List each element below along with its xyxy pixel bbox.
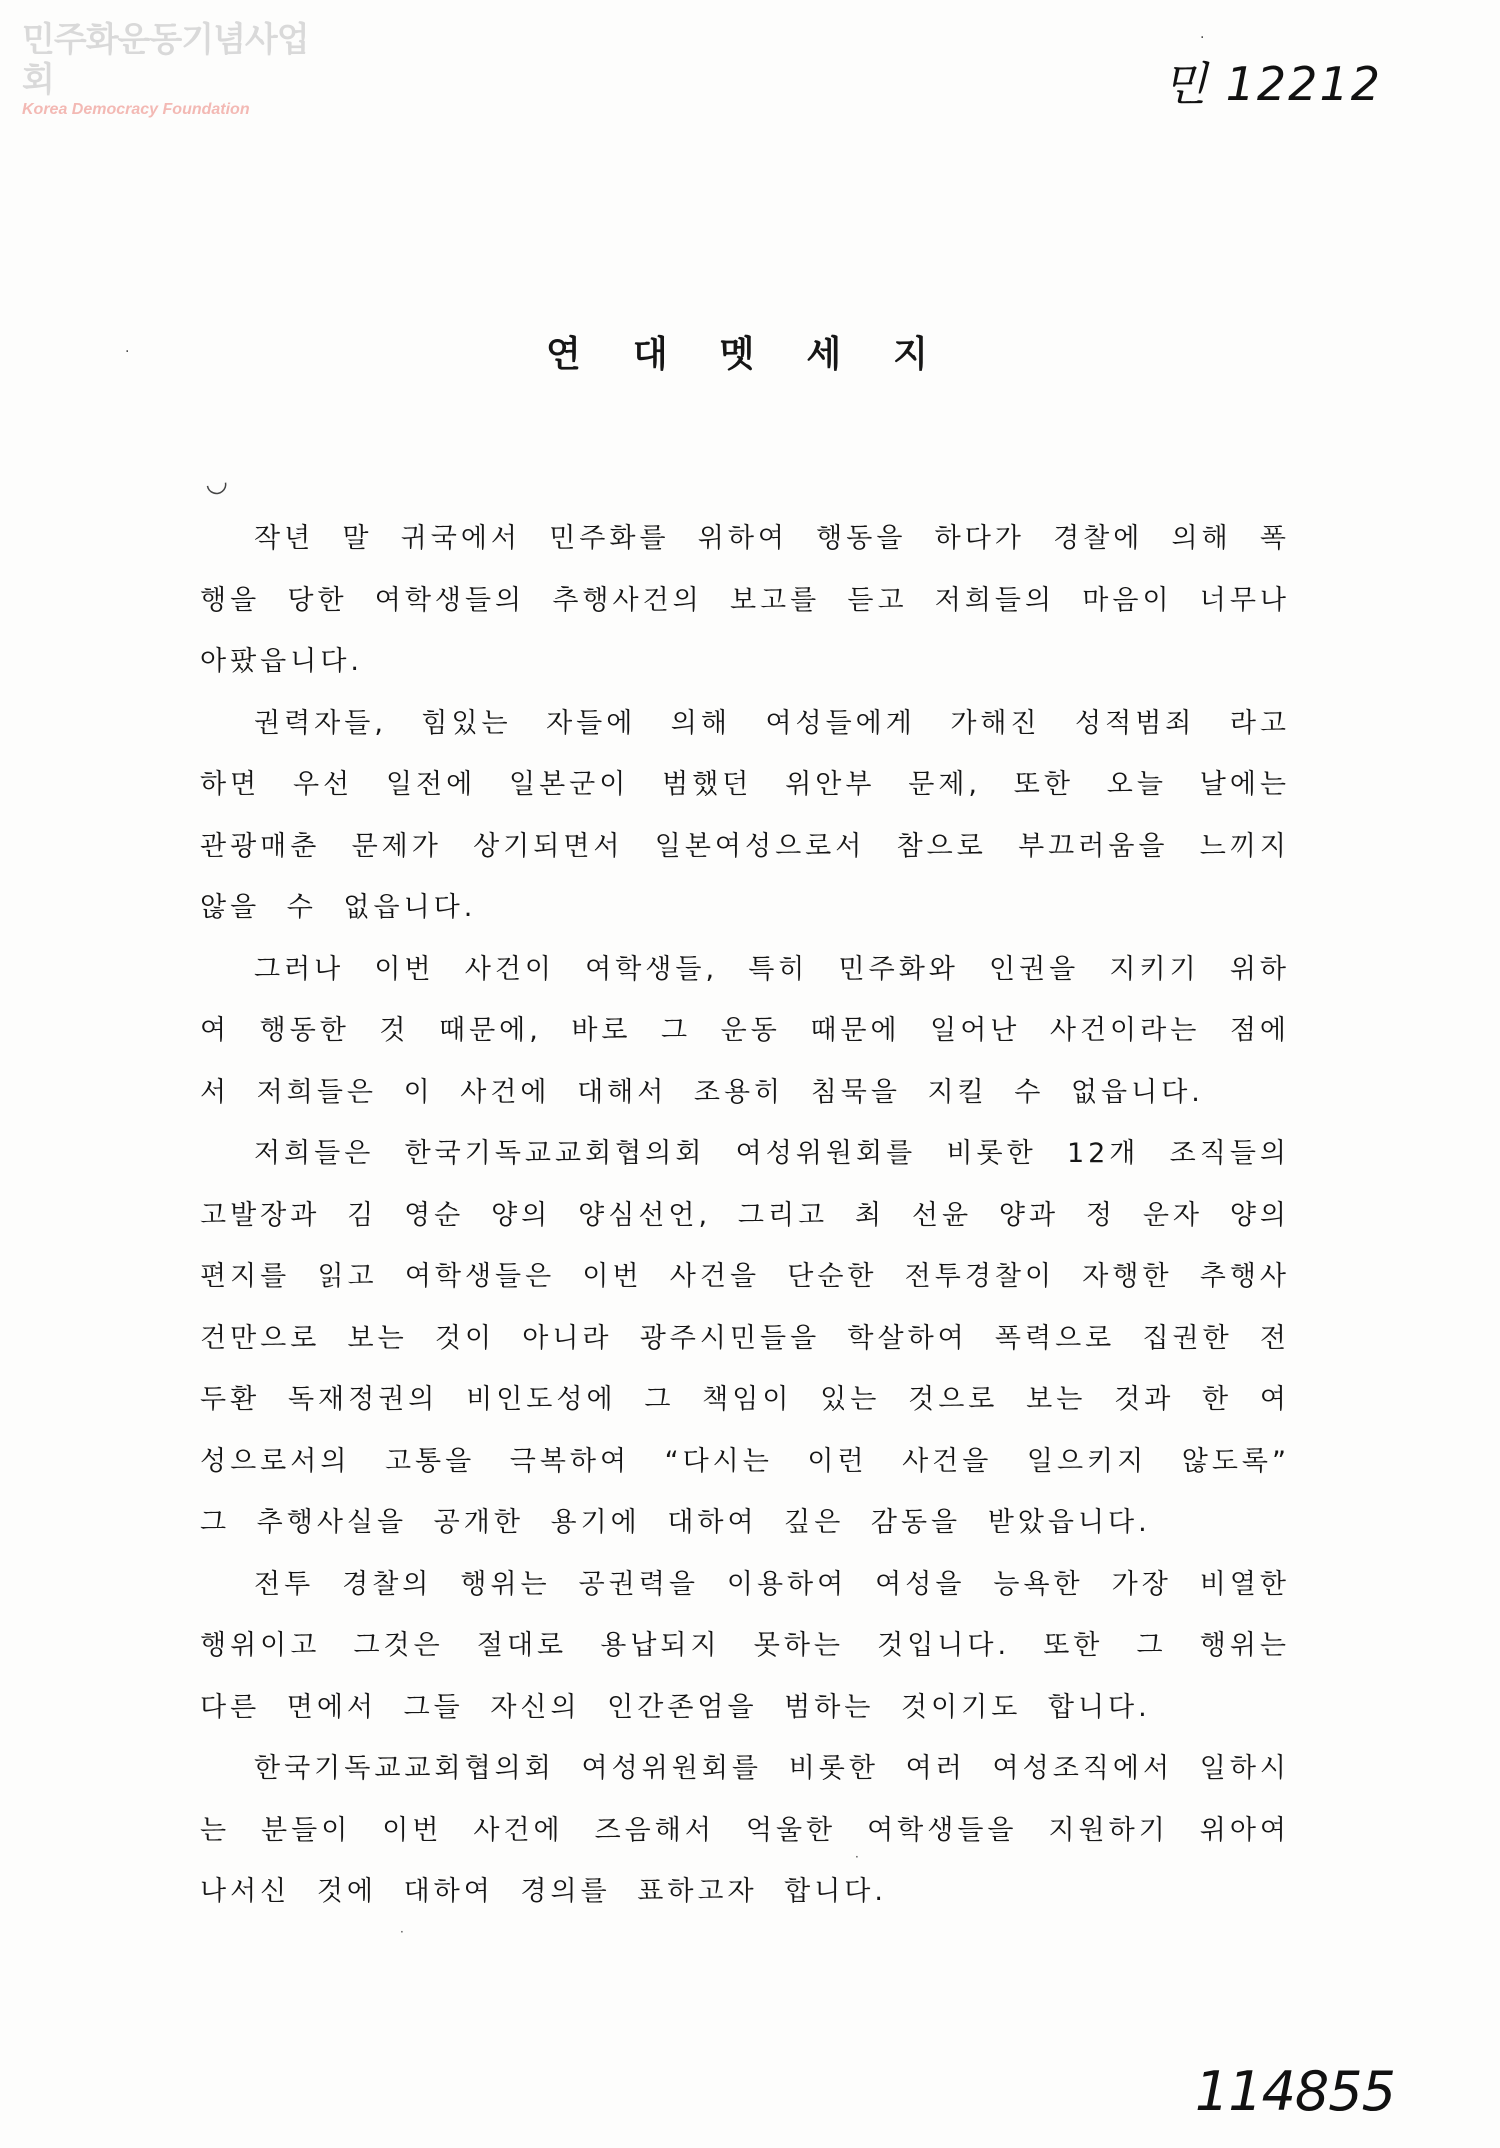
paragraph: 저희들은 한국기독교교회협의회 여성위원회를 비롯한 12개 조직들의 고발장과 김 영순 양의 양심선언, 그리고 최 선윤 양과 정 운자 양의 편지를 읽고 여학생들은 이번 사건을 단순한 전투경찰이 자행한 추행사건만으로 보는 것이 아니라 광주시민들을 학살하여 폭력으로 집권한 전 두환 독재정권의 비인도성에 그 책임이 있는 것으로 보는 것과 한 여성으로서의 고통을 극복하여 “다시는 이런 사건을 일으키지 않도록” 그 추행사실을 공개한 용기에 대하여 깊은 감동을 받았읍니다. bbox=[200, 1138, 1290, 1538]
watermark-korean: 민주화운동기념사업회 bbox=[22, 20, 309, 100]
handwritten-tick-mark: ◡ bbox=[202, 466, 231, 500]
paragraph: 권력자들, 힘있는 자들에 의해 여성들에게 가해진 성적범죄 라고 하면 우선 일전에 일본군이 범했던 위안부 문제, 또한 오늘 날에는 관광매춘 문제가 상기되면서 일본여성으로서 참으로 부끄러움을 느끼지 않을 수 없읍니다. bbox=[200, 707, 1290, 923]
watermark-english: Korea Democracy Foundation bbox=[22, 101, 250, 118]
scan-speck: · bbox=[400, 1925, 404, 1939]
scan-speck: · bbox=[855, 1850, 859, 1864]
paragraph: 전투 경찰의 행위는 공권력을 이용하여 여성을 능욕한 가장 비열한 행위이고 그것은 절대로 용납되지 못하는 것입니다. 또한 그 행위는 다른 면에서 그들 자신의 인간존엄을 범하는 것이기도 합니다. bbox=[200, 1568, 1290, 1723]
scan-speck: · bbox=[1200, 30, 1205, 46]
paragraph: 한국기독교교회협의회 여성위원회를 비롯한 여러 여성조직에서 일하시는 분들이 이번 사건에 즈음해서 억울한 여학생들을 지원하기 위아여 나서신 것에 대하여 경의를 표하고자 합니다. bbox=[200, 1753, 1290, 1907]
handwritten-document-number: 민 12212 bbox=[1162, 57, 1382, 111]
page-title: 연대멧세지 bbox=[546, 334, 980, 375]
handwritten-archive-number: 114855 bbox=[1194, 2060, 1395, 2123]
foundation-watermark bbox=[22, 20, 322, 120]
paragraph: 작년 말 귀국에서 민주화를 위하여 행동을 하다가 경찰에 의해 폭행을 당한 여학생들의 추행사건의 보고를 듣고 저희들의 마음이 너무나 아팠읍니다. bbox=[200, 523, 1290, 677]
paragraph: 그러나 이번 사건이 여학생들, 특히 민주화와 인권을 지키기 위하여 행동한 것 때문에, 바로 그 운동 때문에 일어난 사건이라는 점에서 저희들은 이 사건에 대해서 조용히 침묵을 지킬 수 없읍니다. bbox=[200, 953, 1290, 1108]
scan-speck: · bbox=[125, 344, 130, 360]
letter-body bbox=[200, 508, 1290, 1923]
